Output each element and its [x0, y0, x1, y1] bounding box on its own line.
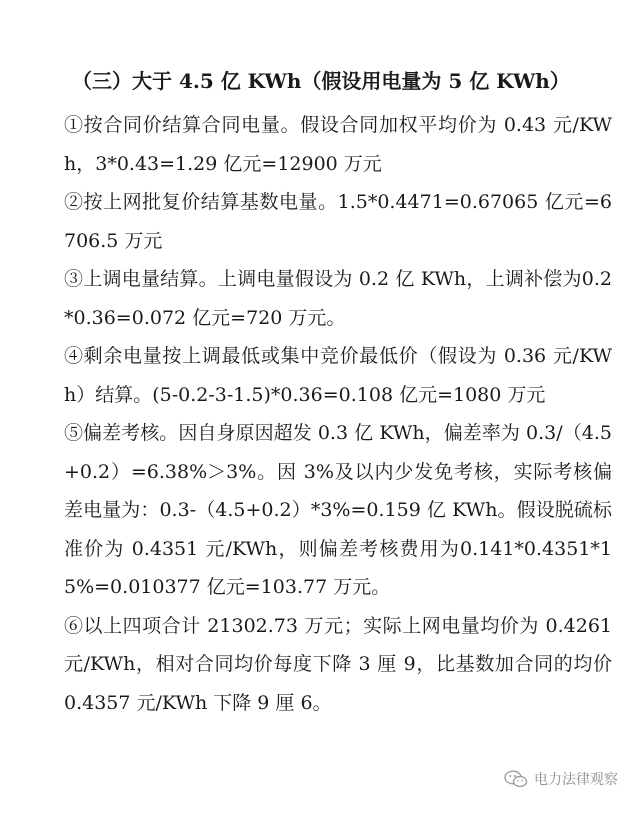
document-body	[64, 68, 612, 722]
paragraph-1: ①按合同价结算合同电量。假设合同加权平均价为 0.43 元/KWh，3*0.43=1.29 亿元=12900 万元	[64, 114, 612, 175]
wechat-watermark	[504, 769, 618, 789]
paragraph-6: ⑥以上四项合计 21302.73 万元；实际上网电量均价为 0.4261元/KWh，相对合同均价每度下降 3 厘 9，比基数加合同的均价 0.4357 元/KWh 下降 9 厘 6。	[64, 614, 612, 714]
paragraph-5: ⑤偏差考核。因自身原因超发 0.3 亿 KWh，偏差率为 0.3/（4.5+0.2）=6.38%＞3%。因 3%及以内少发免考核，实际考核偏差电量为：0.3-（4.5+0.2）*3%=0.159 亿 KWh。假设脱硫标准价为 0.4351 元/KWh，则偏差考核费用为0.141*0.4351*15%=0.010377 亿元=103.77 万元。	[64, 422, 612, 598]
paragraph-3: ③上调电量结算。上调电量假设为 0.2 亿 KWh，上调补偿为0.2*0.36=0.072 亿元=720 万元。	[64, 268, 612, 329]
watermark-text: 电力法律观察	[534, 772, 618, 788]
wechat-icon	[504, 770, 528, 788]
paragraph-4: ④剩余电量按上调最低或集中竞价最低价（假设为 0.36 元/KWh）结算。(5-0.2-3-1.5)*0.36=0.108 亿元=1080 万元	[64, 345, 612, 406]
paragraph-2: ②按上网批复价结算基数电量。1.5*0.4471=0.67065 亿元=6706.5 万元	[64, 191, 612, 252]
section-heading: （三）大于 4.5 亿 KWh（假设用电量为 5 亿 KWh）	[72, 69, 570, 93]
